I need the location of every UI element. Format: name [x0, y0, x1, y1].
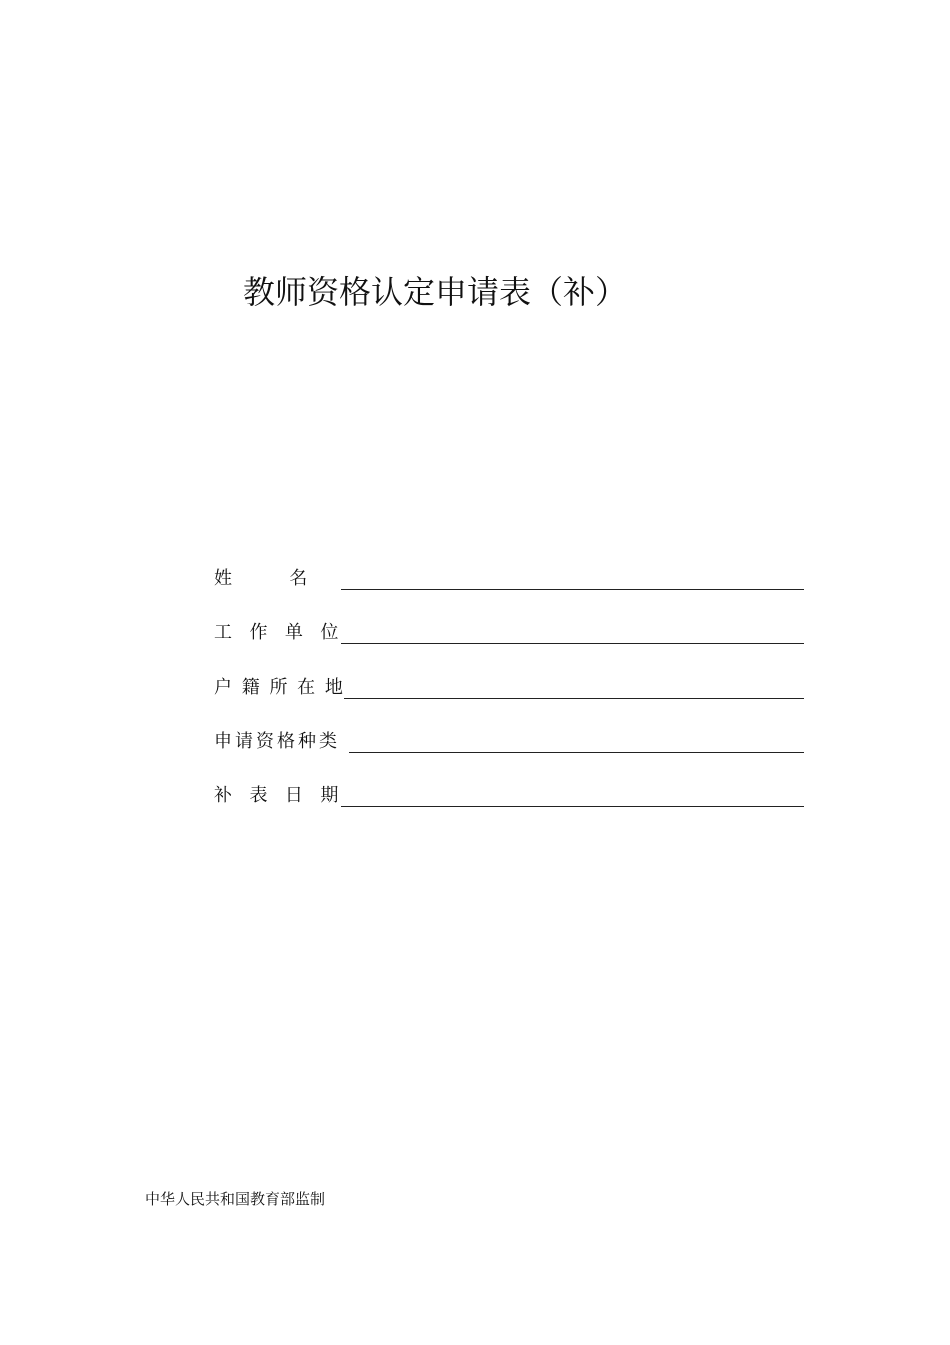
page-title: 教师资格认定申请表（补） — [243, 273, 628, 311]
name-field[interactable] — [214, 562, 804, 592]
work-unit-field[interactable] — [214, 616, 804, 646]
work-unit-input-line[interactable] — [341, 643, 804, 644]
supplement-date-label: 补 表 日 期 — [214, 785, 341, 806]
qualification-type-label: 申请资格种类 — [214, 731, 340, 752]
qualification-type-input-line[interactable] — [349, 752, 804, 753]
household-registration-input-line[interactable] — [344, 698, 804, 699]
work-unit-label: 工 作 单 位 — [214, 622, 341, 643]
name-input-line[interactable] — [341, 589, 804, 590]
footer-issuer: 中华人民共和国教育部监制 — [145, 1190, 326, 1208]
qualification-type-field[interactable] — [214, 725, 804, 755]
supplement-date-field[interactable] — [214, 779, 804, 809]
household-registration-label: 户 籍 所 在 地 — [214, 677, 345, 698]
household-registration-field[interactable] — [214, 671, 804, 701]
name-label: 姓 名 — [214, 568, 308, 589]
supplement-date-input-line[interactable] — [341, 806, 804, 807]
